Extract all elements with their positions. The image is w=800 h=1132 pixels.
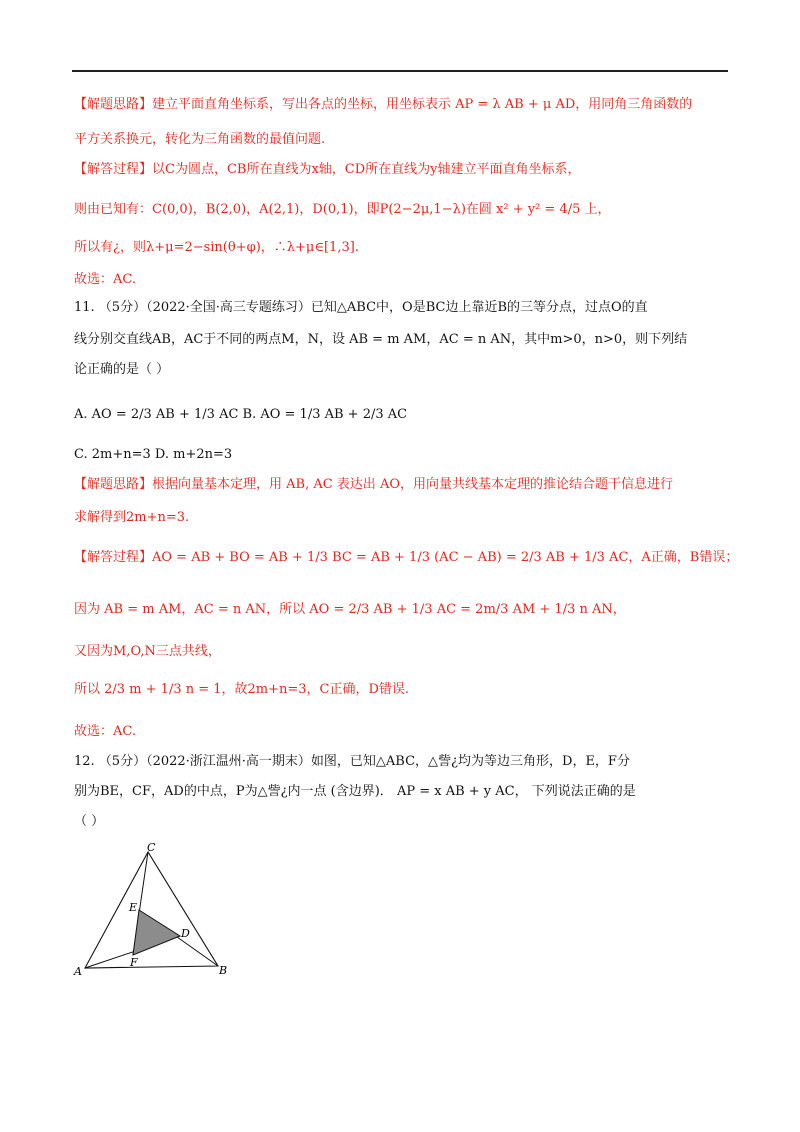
top-rule [72,70,728,72]
text-line-2: 平方关系换元，转化为三角函数的最值问题. [74,132,326,147]
text-line-20: 别为BE，CF，AD的中点，P为△訾¿内一点 (含边界)． AP = x AB + y AC， 下列说法正确的是 [74,784,636,799]
text-line-16: 又因为M,O,N三点共线， [74,644,221,659]
text-line-8: 线分别交直线AB，AC于不同的两点M，N，设 AB = m AM，AC = n AN，其中m>0，n>0，则下列结 [74,332,688,347]
text-line-11: C. 2m+n=3 D. m+2n=3 [74,447,233,462]
text-line-10: A. AO = 2/3 AB + 1/3 AC B. AO = 1/3 AB + 2/3 AC [74,407,408,422]
text-line-1: 【解题思路】建立平面直角坐标系，写出各点的坐标，用坐标表示 AP = λ AB + μ AD，用同角三角函数的 [74,97,693,112]
label-e: E [129,901,138,914]
text-line-18: 故选：AC. [74,724,137,739]
label-d: D [181,927,190,940]
text-line-13: 求解得到2m+n=3. [74,510,190,525]
text-line-19: 12. （5分）（2022·浙江温州·高一期末）如图，已知△ABC，△訾¿均为等边三角形，D，E，F分 [74,754,630,769]
text-line-3: 【解答过程】以C为圆点，CB所在直线为x轴，CD所在直线为y轴建立平面直角坐标系， [74,162,581,177]
text-line-21: （ ） [74,814,105,829]
label-a: A [74,965,82,978]
text-line-5: 所以有¿，则λ+μ=2−sin(θ+φ)，∴λ+μ∈[1,3]. [74,240,359,255]
text-line-15: 因为 AB = m AM，AC = n AN，所以 AO = 2/3 AB + 1/3 AC = 2m/3 AM + 1/3 n AN， [74,602,626,617]
text-line-14: 【解答过程】AO = AB + BO = AB + 1/3 BC = AB + 1/3 (AC − AB) = 2/3 AB + 1/3 AC，A正确，B错误； [74,550,739,565]
text-line-6: 故选：AC. [74,272,137,287]
text-line-12: 【解题思路】根据向量基本定理，用 AB, AC 表达出 AO，用向量共线基本定理的推论结合题干信息进行 [74,477,673,492]
outer-triangle [85,852,218,968]
text-line-4: 则由已知有：C(0,0)，B(2,0)，A(2,1)，D(0,1)，即P(2−2μ,1−λ)在圆 x² + y² = 4/5 上， [74,202,611,217]
inner-triangle-def [133,910,180,955]
text-line-9: 论正确的是（ ） [74,362,170,377]
label-f: F [130,956,138,969]
label-b: B [219,964,228,977]
label-c: C [147,842,156,854]
text-line-17: 所以 2/3 m + 1/3 n = 1，故2m+n=3，C正确，D错误. [74,682,410,697]
text-line-7: 11. （5分）（2022·全国·高三专题练习）已知△ABC中，O是BC边上靠近B的三等分点，过点O的直 [74,300,648,315]
triangle-figure [70,842,240,982]
